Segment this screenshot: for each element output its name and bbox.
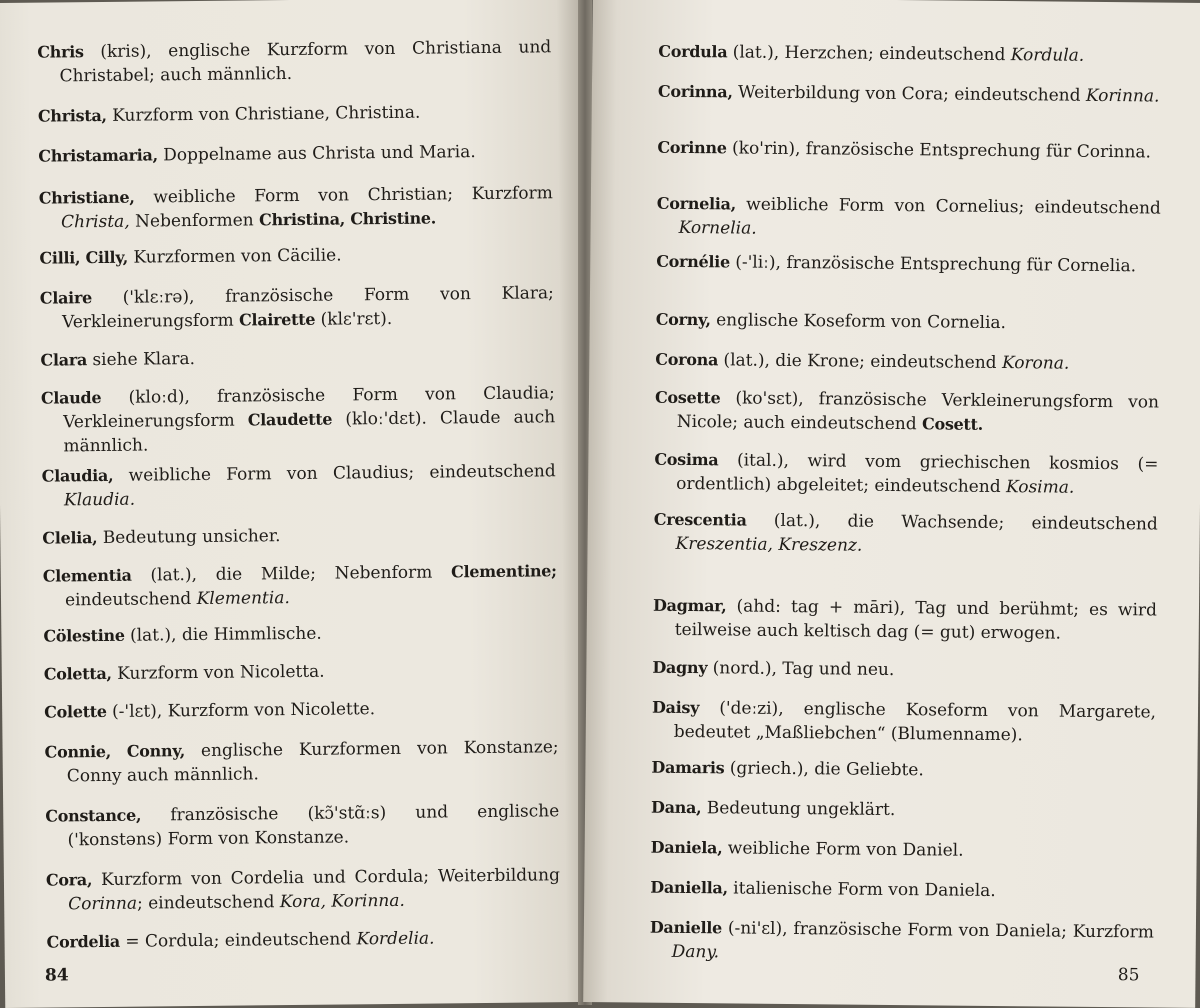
italic-form: Kordula. — [1010, 45, 1085, 66]
entry-daniella — [650, 876, 1154, 905]
headword: Corinna, — [657, 81, 733, 102]
entry-daniela — [651, 836, 1155, 865]
headword: Daniela, — [650, 837, 723, 858]
headword: Constance, — [45, 805, 142, 826]
headword: Dagny — [652, 657, 708, 678]
page-number-right: 85 — [1117, 965, 1140, 986]
definition: Weiterbildung von Cora; eindeutschend — [732, 82, 1087, 106]
headword: Dana, — [650, 797, 702, 818]
headword: Clementia — [42, 565, 132, 586]
headword: Danielle — [649, 917, 723, 938]
headword: Cordelia — [46, 931, 121, 952]
definition: weibliche Form von Cornelius; eindeutschend — [735, 194, 1161, 219]
headword: Cölestine — [43, 625, 125, 646]
variant-form: Cosett. — [921, 414, 984, 434]
headword: Christa, — [37, 105, 107, 126]
italic-form: Kornelia. — [678, 217, 757, 239]
entry-cornelia — [657, 192, 1161, 245]
entry-dagny — [652, 656, 1156, 685]
left-page — [0, 0, 590, 1008]
definition: ; eindeutschend — [136, 892, 280, 914]
headword: Corny, — [655, 309, 711, 330]
entry-colette — [44, 695, 558, 724]
variant-form: Claudette — [247, 409, 333, 430]
entry-claire — [40, 281, 554, 334]
entry-cordula — [658, 40, 1162, 69]
italic-form: Dany. — [671, 941, 720, 963]
entry-daisy — [652, 696, 1156, 749]
entry-corinna — [658, 80, 1162, 109]
headword: Cordula — [658, 41, 728, 62]
definition: (ko'rin), französische Entsprechung für Corinna. — [726, 138, 1152, 163]
definition: (kris), englische Kurzform von Christiana und Christabel; auch männlich. — [59, 37, 552, 87]
definition: (ko'sɛt), französische Verkleinerungsform von Nicole; auch eindeutschend — [676, 388, 1160, 435]
page-number-left: 84 — [44, 965, 69, 986]
entry-constance — [45, 799, 559, 852]
headword: Cosette — [654, 387, 721, 408]
definition: (-'lɛt), Kurzform von Nicolette. — [106, 699, 376, 722]
definition: (lat.), die Wachsende; eindeutschend — [746, 510, 1158, 535]
definition: weibliche Form von Claudius; eindeutschend — [113, 461, 556, 486]
headword: Cosima — [654, 449, 719, 470]
definition: (lat.), Herzchen; eindeutschend — [727, 42, 1011, 66]
headword: Claudia, — [41, 465, 114, 486]
definition: (-ni'ɛl), französische Form von Daniela; Kurzform — [721, 918, 1154, 943]
definition: (klɛ'rɛt). — [315, 308, 393, 330]
headword: Christiane, — [38, 187, 135, 208]
variant-form: Clementine; — [451, 561, 557, 582]
entry-dagmar — [653, 594, 1157, 647]
entry-christamaria — [38, 139, 552, 168]
definition: englische Kurzformen von Konstanze; Conny auch männlich. — [66, 737, 559, 787]
headword: Claire — [39, 288, 93, 308]
headword: Chris — [37, 42, 84, 62]
italic-form: Kora, Korinna. — [279, 890, 405, 913]
italic-form: Kosima. — [1005, 477, 1075, 498]
definition: (-'liː), französische Entsprechung für Cornelia. — [729, 252, 1137, 277]
italic-form: Klementia. — [196, 588, 290, 610]
entry-coelestine — [43, 619, 557, 648]
entry-clara — [40, 343, 554, 372]
entry-danielle — [650, 916, 1154, 969]
entry-crescentia — [653, 508, 1157, 561]
entry-claudia — [42, 459, 556, 512]
headword: Cornelia, — [656, 193, 736, 214]
right-entries — [649, 36, 1161, 963]
entry-claude — [41, 381, 556, 458]
entry-cora — [46, 863, 560, 916]
variant-form: Clairette — [238, 309, 316, 330]
right-page — [583, 0, 1200, 1008]
entry-christiane — [39, 181, 553, 234]
definition: Doppelname aus Christa und Maria. — [157, 142, 476, 166]
entry-damaris — [651, 756, 1155, 785]
entry-cornelie — [656, 250, 1160, 279]
definition: ('deːzi), englische Koseform von Margarete, bedeutet „Maßliebchen“ (Blumenname). — [673, 698, 1157, 746]
definition: (ital.), wird vom griechischen kosmios (= ordentlich) abgeleitet; eindeutschend — [676, 450, 1159, 498]
definition: italienische Form von Daniela. — [727, 878, 996, 901]
headword: Daniella, — [650, 877, 728, 898]
definition: Bedeutung ungeklärt. — [701, 798, 896, 821]
entry-corny — [656, 308, 1160, 337]
entry-corona — [655, 348, 1159, 377]
headword: Dagmar, — [652, 595, 727, 616]
italic-form: Christa, — [60, 211, 130, 233]
headword: Cora, — [45, 870, 93, 890]
entry-cilli — [39, 241, 553, 270]
headword: Corona — [655, 349, 719, 370]
headword: Crescentia — [653, 509, 747, 530]
definition: weibliche Form von Daniel. — [722, 838, 964, 861]
entry-coletta — [44, 657, 558, 686]
definition: Bedeutung unsicher. — [97, 526, 281, 549]
definition: Nebenformen — [129, 210, 260, 232]
definition: (kloː'dɛt). Claude auch männlich. — [63, 407, 556, 457]
italic-form: Korinna. — [1085, 85, 1160, 107]
definition: (kloːd), französische Form von Claudia; Verkleinerungsform — [63, 383, 555, 433]
definition: Kurzform von Nicoletta. — [111, 661, 325, 684]
headword: Damaris — [651, 757, 725, 778]
entry-corinne — [657, 136, 1161, 165]
definition: (lat.), die Himmlische. — [124, 623, 322, 646]
definition: (lat.), die Krone; eindeutschend — [717, 350, 1003, 374]
definition: = Cordula; eindeutschend — [119, 929, 357, 952]
entry-chris — [37, 35, 551, 88]
entry-cosette — [655, 386, 1159, 439]
definition: Kurzform von Cordelia und Cordula; Weiterbildung — [92, 865, 561, 891]
definition: ('klɛːrə), französische Form von Klara; Verkleinerungsform — [61, 283, 554, 333]
headword: Connie, Conny, — [44, 741, 186, 762]
entry-cordelia — [46, 925, 560, 954]
entry-christa — [38, 99, 552, 128]
definition: eindeutschend — [64, 589, 197, 611]
italic-form: Klaudia. — [63, 489, 136, 511]
headword: Cornélie — [656, 251, 730, 272]
definition: französische (kɔ̃'stɑ̃ːs) und englische ('konstəns) Form von Konstanze. — [67, 801, 560, 851]
headword: Claude — [40, 387, 102, 408]
italic-form: Corinna — [68, 893, 138, 915]
definition: Kurzform von Christiane, Christina. — [106, 102, 421, 126]
entry-clelia — [42, 521, 556, 550]
italic-form: Korona. — [1001, 353, 1070, 374]
headword: Coletta, — [43, 663, 112, 684]
headword: Cilli, Cilly, — [39, 247, 129, 268]
definition: weibliche Form von Christian; Kurzform — [134, 183, 553, 208]
headword: Clelia, — [42, 528, 98, 548]
entry-cosima — [654, 448, 1158, 501]
headword: Daisy — [651, 697, 700, 718]
definition: (ahd: tag + māri), Tag und berühmt; es wird teilweise auch keltisch dag (= gut) erwogen. — [674, 596, 1158, 644]
definition: (nord.), Tag und neu. — [707, 658, 895, 681]
entry-clementia — [43, 559, 557, 612]
headword: Christamaria, — [38, 145, 158, 166]
italic-form: Kordelia. — [356, 928, 435, 950]
variant-form: Christina, Christine. — [258, 208, 437, 230]
headword: Clara — [40, 350, 88, 370]
left-entries — [37, 35, 561, 952]
definition: (griech.), die Geliebte. — [724, 758, 924, 781]
headword: Colette — [44, 701, 107, 722]
definition: siehe Klara. — [86, 349, 196, 371]
definition: (lat.), die Milde; Nebenform — [131, 562, 452, 586]
italic-form: Kreszentia, Kreszenz. — [675, 533, 863, 556]
entry-connie — [44, 735, 558, 788]
definition: Kurzformen von Cäcilie. — [127, 245, 342, 268]
definition: englische Koseform von Cornelia. — [710, 310, 1007, 334]
entry-dana — [651, 796, 1155, 825]
headword: Corinne — [657, 137, 727, 158]
